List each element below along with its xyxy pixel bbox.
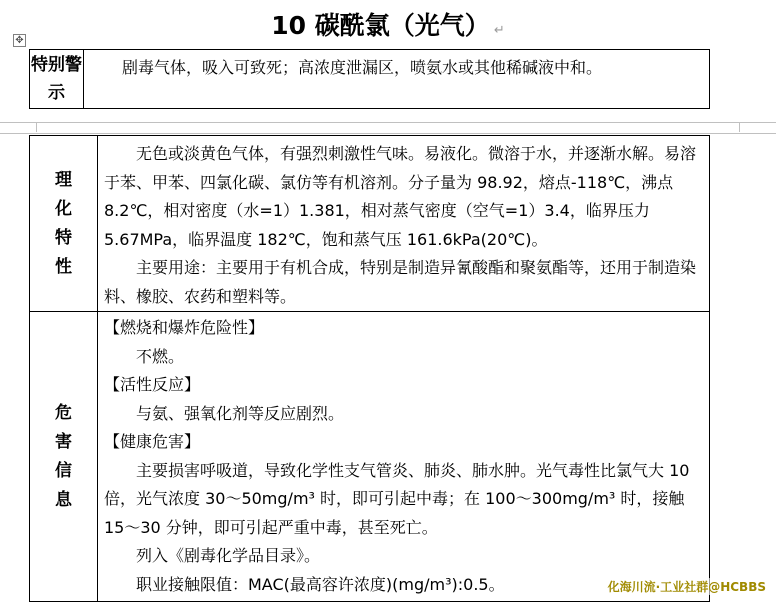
page-break-divider bbox=[0, 122, 776, 134]
table-row bbox=[30, 136, 710, 312]
watermark: 化海川流·工业社群@HCBBS bbox=[607, 580, 766, 594]
table-row bbox=[30, 312, 710, 602]
properties-para2: 主要用途：主要用于有机合成，特别是制造异氰酸酯和聚氨酯等，还用于制造染料、橡胶、农药和塑料等。 bbox=[104, 258, 697, 306]
paragraph-mark-icon: ↵ bbox=[489, 23, 505, 38]
special-warning-table bbox=[29, 49, 710, 109]
reactive-text: 与氨、强氧化剂等反应剧烈。 bbox=[136, 403, 345, 423]
hazards-label-text: 危害信息 bbox=[55, 402, 72, 510]
list-text: 列入《剧毒化学品目录》。 bbox=[136, 546, 321, 565]
properties-label-text: 理化特性 bbox=[55, 169, 72, 277]
fire-text: 不燃。 bbox=[136, 346, 185, 366]
margin-marker-left bbox=[0, 123, 37, 132]
special-warning-label: 特别警示 bbox=[30, 50, 84, 109]
fire-heading: 【燃烧和爆炸危险性】 bbox=[104, 318, 265, 337]
properties-label bbox=[30, 136, 98, 312]
hazards-label bbox=[30, 312, 98, 602]
health-heading: 【健康危害】 bbox=[104, 432, 201, 451]
table-row bbox=[30, 50, 710, 109]
properties-cell bbox=[98, 136, 710, 312]
chemical-info-table bbox=[29, 135, 710, 602]
table-move-handle-icon[interactable]: ✥ bbox=[13, 34, 26, 47]
hazards-cell bbox=[98, 312, 710, 602]
reactive-heading: 【活性反应】 bbox=[104, 375, 201, 394]
title-text: 10 碳酰氯（光气） bbox=[271, 11, 490, 40]
special-warning-cell bbox=[84, 50, 710, 109]
properties-para1: 无色或淡黄色气体，有强烈刺激性气味。易液化。微溶于水，并逐渐水解。易溶于苯、甲苯、四氯化碳、氯仿等有机溶剂。分子量为 98.92，熔点-118℃，沸点 8.2℃，相对密度（水=1）1.381，相对蒸气密度（空气=1）3.4，临界压力 5.67MPa，临界温度 182℃，饱和蒸气压 161.6kPa(20℃)。 bbox=[104, 144, 697, 249]
limit-text: 职业接触限值：MAC(最高容许浓度)(mg/m³):0.5。 bbox=[136, 574, 505, 594]
health-text: 主要损害呼吸道，导致化学性支气管炎、肺炎、肺水肿。光气毒性比氯气大 10 倍，光气浓度 30～50mg/m³ 时，即可引起中毒；在 100～300mg/m³ 时，接触 15～30 分钟，即可引起严重中毒，甚至死亡。 bbox=[104, 460, 690, 537]
margin-marker-right bbox=[739, 123, 776, 132]
page-title bbox=[0, 8, 776, 49]
special-warning-text: 剧毒气体，吸入可致死；高浓度泄漏区，喷氨水或其他稀碱液中和。 bbox=[122, 58, 603, 77]
